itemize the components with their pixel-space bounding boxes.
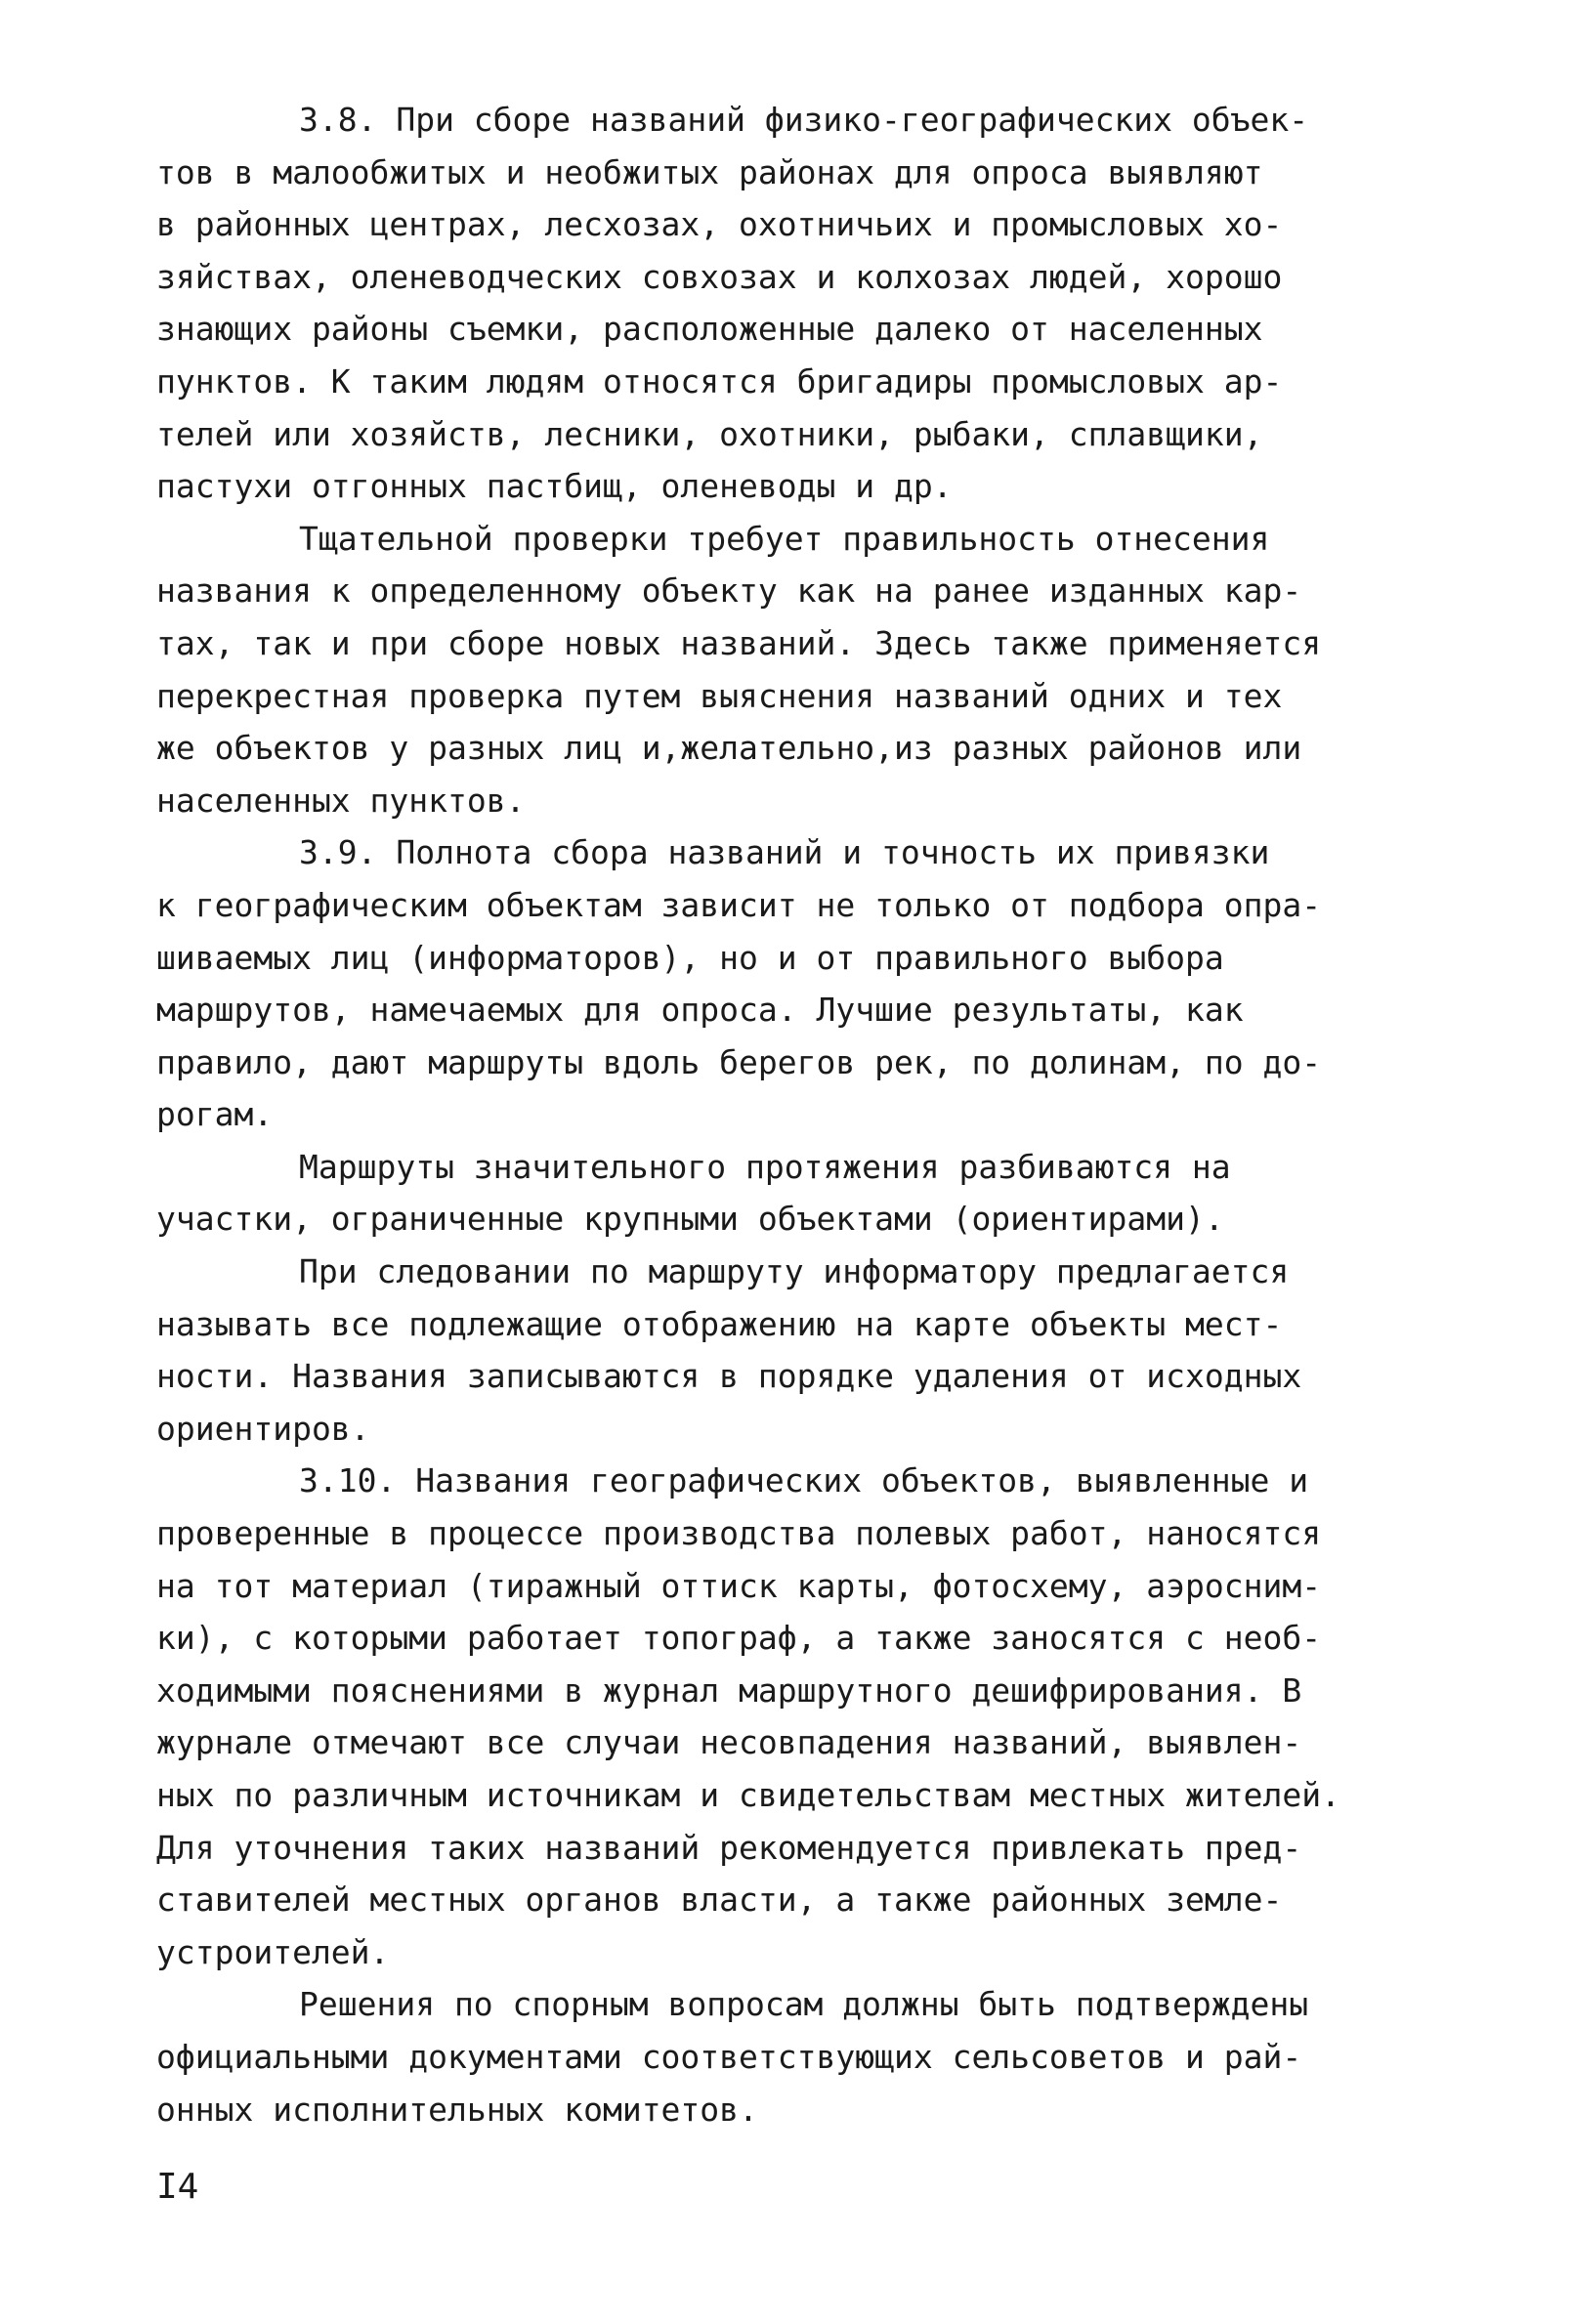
text-line: знающих районы съемки, расположенные далеко от населенных <box>156 310 1263 349</box>
text-line: Для уточнения таких названий рекомендуется привлекать пред- <box>156 1828 1302 1867</box>
paragraph-routes <box>156 1141 1456 1246</box>
paragraph-verification <box>156 513 1456 827</box>
text-line: ходимыми пояснениями в журнал маршрутного дешифрирования. В <box>156 1670 1302 1710</box>
text-line: 3.9. Полнота сбора названий и точность их привязки <box>299 833 1270 872</box>
text-line: пунктов. К таким людям относятся бригадиры промысловых ар- <box>156 361 1283 401</box>
text-line: населенных пунктов. <box>156 781 526 820</box>
text-line: 3.8. При сборе названий физико-географических объек- <box>299 101 1309 139</box>
text-line: рогам. <box>156 1095 274 1134</box>
text-line: проверенные в процессе производства полевых работ, наносятся <box>156 1514 1322 1553</box>
paragraph-decisions <box>156 1978 1456 2135</box>
text-line: официальными документами соответствующих сельсоветов и рай- <box>156 2037 1302 2076</box>
body-text <box>156 94 1456 2135</box>
text-line: в районных центрах, лесхозах, охотничьих и промысловых хо- <box>156 205 1283 244</box>
text-line: перекрестная проверка путем выяснения названий одних и тех <box>156 676 1283 715</box>
text-line: телей или хозяйств, лесники, охотники, рыбаки, сплавщики, <box>156 414 1263 453</box>
text-line: зяйствах, оленеводческих совхозах и колхозах людей, хорошо <box>156 257 1283 296</box>
text-line: тах, так и при сборе новых названий. Здесь также применяется <box>156 623 1322 662</box>
text-line: Решения по спорным вопросам должны быть подтверждены <box>299 1985 1309 2024</box>
text-line: ных по различным источникам и свидетельствам местных жителей. <box>156 1776 1340 1814</box>
text-line: к географическим объектам зависит не только от подбора опра- <box>156 885 1322 924</box>
text-line: журнале отмечают все случаи несовпадения названий, выявлен- <box>156 1723 1302 1762</box>
paragraph-3-10 <box>156 1455 1456 1978</box>
text-line: При следовании по маршруту информатору предлагается <box>299 1252 1290 1291</box>
text-line: называть все подлежащие отображению на карте объекты мест- <box>156 1304 1283 1343</box>
text-line: тов в малообжитых и необжитых районах для опроса выявляют <box>156 152 1263 191</box>
text-line: же объектов у разных лиц и,желательно,из разных районов или <box>156 729 1302 768</box>
text-line: Тщательной проверки требует правильность отнесения <box>299 519 1270 558</box>
text-line: пастухи отгонных пастбищ, оленеводы и др. <box>156 467 953 506</box>
text-line: 3.10. Названия географических объектов, выявленные и <box>299 1461 1309 1500</box>
text-line: названия к определенному объекту как на ранее изданных кар- <box>156 571 1302 611</box>
text-line: шиваемых лиц (информаторов), но и от правильного выбора <box>156 938 1224 977</box>
text-line: правило, дают маршруты вдоль берегов рек, по долинам, по до- <box>156 1042 1322 1081</box>
text-line: онных исполнительных комитетов. <box>156 2090 758 2129</box>
text-line: ориентиров. <box>156 1409 370 1448</box>
page-number: I4 <box>156 2167 199 2207</box>
text-line: ности. Названия записываются в порядке удаления от исходных <box>156 1357 1302 1396</box>
text-line: на тот материал (тиражный оттиск карты, фотосхему, аэросним- <box>156 1566 1322 1605</box>
text-line: участки, ограниченные крупными объектами (ориентирами). <box>156 1200 1224 1239</box>
paragraph-informant <box>156 1246 1456 1455</box>
text-line: маршрутов, намечаемых для опроса. Лучшие результаты, как <box>156 991 1244 1030</box>
text-line: Маршруты значительного протяжения разбиваются на <box>299 1147 1231 1186</box>
text-line: устроителей. <box>156 1932 390 1971</box>
text-line: ставителей местных органов власти, а также районных земле- <box>156 1880 1283 1920</box>
paragraph-3-9 <box>156 826 1456 1141</box>
text-line: ки), с которыми работает топограф, а также заносятся с необ- <box>156 1619 1322 1658</box>
paragraph-3-8 <box>156 94 1456 513</box>
